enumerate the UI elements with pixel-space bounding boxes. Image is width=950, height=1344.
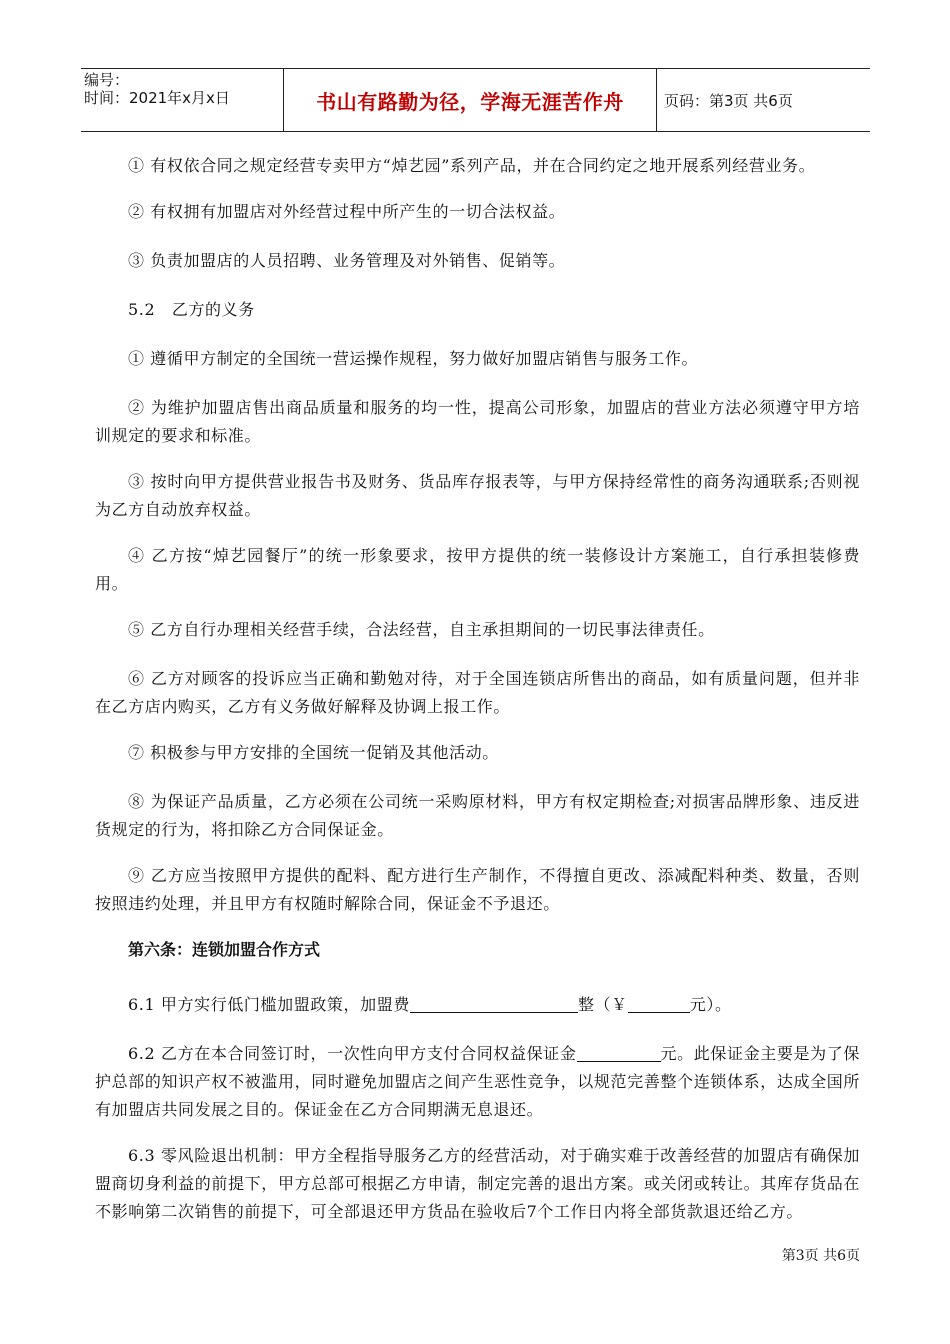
header-page-label: 页码：第3页 共6页 xyxy=(664,91,793,110)
paragraph: ① 有权依合同之规定经营专卖甲方“焯艺园”系列产品，并在合同约定之地开展系列经营业务。 xyxy=(128,156,816,175)
clause-text: 6.1 甲方实行低门槛加盟政策，加盟费 xyxy=(128,995,410,1014)
paragraph: ④ 乙方按“焯艺园餐厅”的统一形象要求，按甲方提供的统一装修设计方案施工，自行承担装修费用。 xyxy=(95,546,860,593)
paragraph: ⑨ 乙方应当按照甲方提供的配料、配方进行生产制作，不得擅自更改、添减配料种类、数量，否则按照违约处理，并且甲方有权随时解除合同，保证金不予退还。 xyxy=(95,866,860,913)
section-heading: 第六条：连锁加盟合作方式 xyxy=(128,940,321,959)
number-label: 编号： xyxy=(84,71,130,89)
paragraph: ⑥ 乙方对顾客的投诉应当正确和勤勉对待，对于全国连锁店所售出的商品，如有质量问题，但并非在乙方店内购买，乙方有义务做好解释及协调上报工作。 xyxy=(95,669,860,716)
clause-6-2 xyxy=(95,1040,860,1124)
subsection-heading: 5.2 乙方的义务 xyxy=(128,300,255,319)
paragraph: ① 遵循甲方制定的全国统一营运操作规程，努力做好加盟店销售与服务工作。 xyxy=(128,349,699,368)
amount-blank xyxy=(628,994,690,1013)
paragraph: ② 为维护加盟店售出商品质量和服务的均一性，提高公司形象，加盟店的营业方法必须遵守甲方培训规定的要求和标准。 xyxy=(95,398,860,445)
clause-text: 元）。 xyxy=(689,995,732,1014)
paragraph: ③ 负责加盟店的人员招聘、业务管理及对外销售、促销等。 xyxy=(128,251,566,270)
clause-text: 整（￥ xyxy=(577,995,628,1014)
clause-6-3: 6.3 零风险退出机制：甲方全程指导服务乙方的经营活动，对于确实难于改善经营的加盟店有确保加盟商切身利益的前提下，甲方总部可根据乙方申请，制定完善的退出方案。或关闭或转让。其库存货品在不影响第二次销售的前提下，可全部退还甲方货品在验收后7个工作日内将全部货款退还给乙方。 xyxy=(95,1146,860,1221)
document-body xyxy=(95,152,860,1244)
clause-text: 元。此保证金主要是为了保护总部的知识产权不被滥用，同时避免加盟店之间产生恶性竞争，以规范完善整个连锁体系，达成全国所有加盟店共同发展之目的。保证金在乙方合同期满无息退还。 xyxy=(95,1044,861,1119)
paragraph: ⑤ 乙方自行办理相关经营手续，合法经营，自主承担期间的一切民事法律责任。 xyxy=(128,620,715,639)
paragraph: ⑦ 积极参与甲方安排的全国统一促销及其他活动。 xyxy=(128,743,499,762)
paragraph: ⑧ 为保证产品质量，乙方必须在公司统一采购原材料，甲方有权定期检查;对损害品牌形象、违反进货规定的行为，将扣除乙方合同保证金。 xyxy=(95,792,860,839)
page-footer: 第3页 共6页 xyxy=(781,1248,860,1264)
fee-blank xyxy=(410,994,578,1013)
deposit-blank xyxy=(577,1043,661,1062)
clause-6-1 xyxy=(95,991,860,1019)
date-label: 时间：2021年x月x日 xyxy=(84,89,230,107)
paragraph: ② 有权拥有加盟店对外经营过程中所产生的一切合法权益。 xyxy=(128,202,566,221)
header-table xyxy=(81,68,870,132)
paragraph: ③ 按时向甲方提供营业报告书及财务、货品库存报表等，与甲方保持经常性的商务沟通联系;否则视为乙方自动放弃权益。 xyxy=(95,472,860,519)
header-motto: 书山有路勤为径，学海无涯苦作舟 xyxy=(284,69,657,131)
clause-text: 6.2 乙方在本合同签订时，一次性向甲方支付合同权益保证金 xyxy=(128,1044,577,1063)
header-meta xyxy=(81,69,284,131)
